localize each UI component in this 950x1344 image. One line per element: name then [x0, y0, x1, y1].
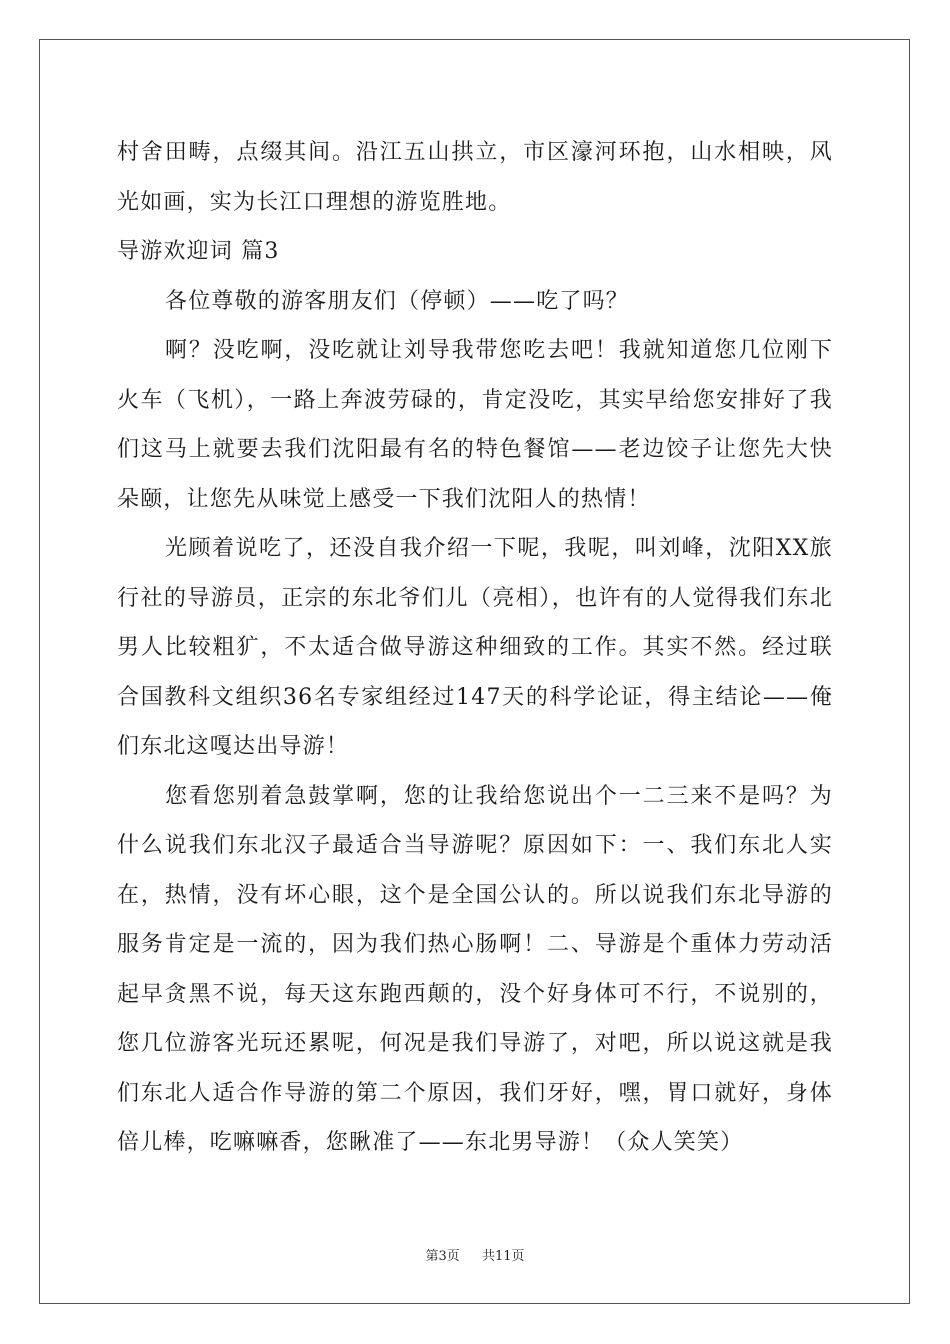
paragraph-introduction: 光顾着说吃了，还没自我介绍一下呢，我呢，叫刘峰，沈阳XX旅行社的导游员，正宗的东北爷们儿（亮相），也许有的人觉得我们东北男人比较粗犷，不太适合做导游这种细致的工作。其实不然。经过联合国教科文组织36名专家组经过147天的科学论证，得主结论——俺们东北这嘎达出导游！ — [117, 536, 833, 759]
paragraph-greeting: 各位尊敬的游客朋友们（停顿）——吃了吗？ — [165, 288, 630, 314]
total-pages: 共11页 — [482, 1249, 525, 1264]
paragraph-continuation: 村舍田畴，点缀其间。沿江五山拱立，市区濠河环抱，山水相映，风光如画，实为长江口理想的游览胜地。 — [117, 140, 833, 215]
document-body — [117, 128, 833, 1168]
paragraph-reasons: 您看您别着急鼓掌啊，您的让我给您说出个一二三来不是吗？为什么说我们东北汉子最适合当导游呢？原因如下：一、我们东北人实在，热情，没有坏心眼，这个是全国公认的。所以说我们东北导游的服务肯定是一流的，因为我们热心肠啊！二、导游是个重体力劳动活起早贪黑不说，每天这东跑西颠的，没个好身体可不行，不说别的，您几位游客光玩还累呢，何况是我们导游了，对吧，所以说这就是我们东北人适合作导游的第二个原因，我们牙好，嘿，胃口就好，身体倍儿棒，吃嘛嘛香，您瞅准了——东北男导游！（众人笑笑） — [117, 783, 833, 1155]
section-heading: 导游欢迎词 篇3 — [117, 239, 280, 264]
page-number: 第3页 — [425, 1249, 460, 1264]
page-footer — [0, 1245, 950, 1264]
paragraph-dinner: 啊？没吃啊，没吃就让刘导我带您吃去吧！我就知道您几位刚下火车（飞机），一路上奔波劳碌的，肯定没吃，其实早给您安排好了我们这马上就要去我们沈阳最有名的特色餐馆——老边饺子让您先大快朵颐，让您先从味觉上感受一下我们沈阳人的热情！ — [117, 338, 833, 512]
